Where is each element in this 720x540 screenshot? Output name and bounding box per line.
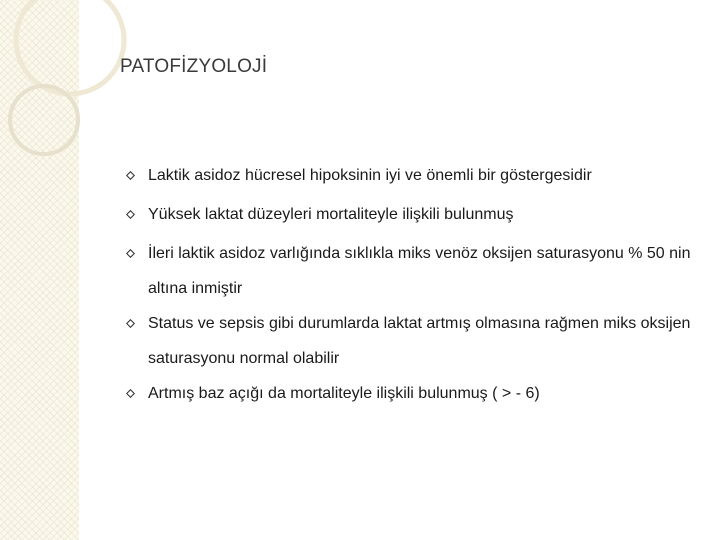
bullet-item (126, 376, 706, 411)
open-diamond-icon (126, 389, 135, 398)
open-diamond-icon (126, 249, 135, 258)
bullet-text: Status ve sepsis gibi durumlarda laktat artmış olmasına rağmen miks oksijen saturasyonu normal olabilir (148, 315, 691, 367)
bullet-text: Yüksek laktat düzeyleri mortaliteyle ilişkili bulunmuş (148, 206, 514, 223)
open-diamond-icon (126, 319, 135, 328)
bullet-text: Laktik asidoz hücresel hipoksinin iyi ve önemli bir göstergesidir (148, 167, 592, 184)
bullet-item (126, 236, 706, 306)
slide-title: PATOFİZYOLOJİ (120, 56, 268, 77)
bullet-item (126, 306, 706, 376)
bullet-item (126, 158, 706, 193)
open-diamond-icon (126, 210, 135, 219)
bullet-text: İleri laktik asidoz varlığında sıklıkla miks venöz oksijen saturasyonu % 50 nin altına inmiştir (148, 245, 691, 297)
bullet-text: Artmış baz açığı da mortaliteyle ilişkili bulunmuş ( > - 6) (148, 385, 540, 402)
bullet-item (126, 197, 706, 232)
open-diamond-icon (126, 171, 135, 180)
